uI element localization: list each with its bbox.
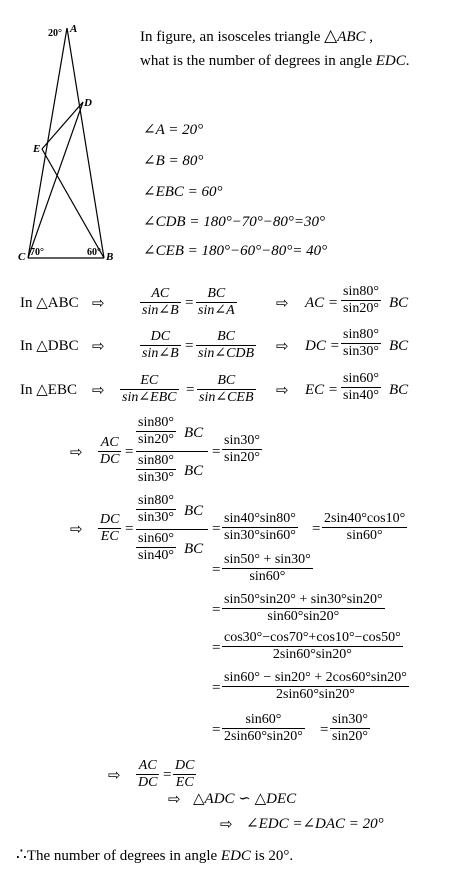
fraction — [341, 372, 381, 403]
equals-sign: = — [163, 767, 172, 783]
denominator: sin∠B — [142, 303, 179, 318]
conclusion-text-end: is 20°. — [250, 848, 294, 864]
fraction — [222, 713, 305, 744]
result-rhs: BC — [389, 295, 409, 311]
equals-sign: = — [125, 444, 134, 460]
implies-arrow: ⇨ — [108, 766, 121, 784]
triangle-name: ABC — [337, 29, 366, 45]
denominator: 2sin60°sin20° — [224, 729, 303, 744]
fraction — [222, 553, 313, 584]
numerator: sin60° − sin20° + 2cos60°sin20° — [224, 670, 407, 685]
denominator: 2sin60°sin20° — [272, 647, 352, 662]
equals-sign: = — [186, 382, 195, 398]
numerator: sin80° — [343, 284, 379, 299]
angle-name: EDC — [375, 53, 406, 69]
vertex-d-label: D — [84, 97, 92, 109]
implies-arrow: ⇨ — [168, 790, 181, 808]
problem-text-end: , — [365, 29, 374, 45]
denominator: sin∠EBC — [122, 390, 177, 405]
equals-sign: = — [185, 338, 194, 354]
vertex-e-label: E — [33, 143, 41, 155]
fraction — [98, 436, 121, 467]
denominator: sin60°sin20° — [267, 609, 340, 624]
implies-arrow: ⇨ — [70, 520, 83, 538]
equals-sign: = — [212, 444, 221, 460]
numerator: BC — [196, 330, 256, 346]
equals-sign: = — [212, 562, 221, 578]
implies-arrow: ⇨ — [276, 294, 289, 312]
denominator: DC — [138, 775, 158, 790]
fraction — [222, 671, 409, 702]
problem-text-end: . — [405, 53, 410, 69]
denominator: sin20° — [138, 432, 174, 447]
conclusion-text: The number of degrees in angle — [26, 848, 221, 864]
denominator: sin30° — [138, 470, 174, 485]
numerator: AC — [136, 759, 159, 775]
fraction — [341, 285, 381, 316]
numerator: EC — [120, 374, 179, 390]
given-angle-ceb: ∠CEB = 180°−60°−80°= 40° — [143, 243, 328, 259]
equals-sign: = — [212, 680, 221, 696]
result-rhs: BC — [389, 338, 409, 354]
similar-triangles: △ADC ∽ △DEC — [193, 791, 297, 807]
vertex-a-label: A — [70, 23, 78, 35]
denominator: sin30°sin60° — [224, 528, 296, 543]
denominator: sin30° — [343, 344, 379, 359]
numerator: sin50° + sin30° — [224, 552, 311, 567]
implies-arrow: ⇨ — [70, 443, 83, 461]
therefore-symbol: ∴ — [16, 845, 27, 864]
numerator: DC — [100, 512, 120, 527]
vertex-c-label: C — [18, 251, 26, 263]
angle-b-label: 60° — [87, 247, 101, 258]
fraction — [222, 512, 298, 543]
numerator: BC — [197, 374, 256, 390]
fraction — [136, 532, 176, 563]
problem-text: In figure, an isosceles triangle — [140, 29, 325, 45]
fraction — [330, 713, 370, 744]
denominator: EC — [100, 529, 119, 544]
fraction — [222, 434, 262, 465]
implies-arrow: ⇨ — [92, 381, 105, 399]
numerator: sin30° — [332, 712, 368, 727]
equals-sign: = — [312, 521, 321, 537]
row1-label: In △ABC — [20, 295, 79, 311]
denominator: sin40° — [343, 388, 379, 403]
implies-arrow: ⇨ — [92, 294, 105, 312]
angle-a-label: 20° — [48, 28, 62, 39]
main-fraction-bar — [136, 529, 208, 530]
numerator: DC — [140, 330, 181, 346]
bc-term: BC — [184, 463, 204, 479]
numerator: AC — [98, 436, 121, 452]
side-ab — [67, 28, 104, 258]
segment-cd — [28, 102, 83, 258]
conclusion — [16, 846, 293, 864]
fraction — [136, 454, 176, 485]
numerator: AC — [140, 287, 181, 303]
denominator: sin60° — [249, 569, 286, 584]
equals-sign: = — [212, 521, 221, 537]
problem-line-2 — [140, 54, 410, 69]
fraction — [120, 374, 179, 405]
vertex-b-label: B — [106, 251, 114, 263]
fraction — [341, 328, 381, 359]
row3-label: In △EBC — [20, 382, 77, 398]
result-lhs: EC = — [305, 382, 339, 398]
equals-sign: = — [185, 295, 194, 311]
denominator: sin30° — [138, 510, 174, 525]
result-rhs: BC — [389, 382, 409, 398]
denominator: sin20° — [343, 301, 379, 316]
fraction — [222, 631, 403, 662]
bc-term: BC — [184, 425, 204, 441]
denominator: sin20° — [332, 729, 368, 744]
angle-c-label: 70° — [30, 247, 44, 258]
equals-sign: = — [212, 602, 221, 618]
numerator: sin80° — [343, 327, 379, 342]
main-fraction-bar — [136, 451, 208, 452]
fraction — [196, 330, 256, 361]
fraction — [140, 330, 181, 361]
problem-text: what is the number of degrees in angle — [140, 53, 376, 69]
fraction — [136, 759, 159, 790]
fraction — [136, 494, 176, 525]
given-angle-a: ∠A = 20° — [143, 122, 204, 138]
denominator: DC — [100, 452, 120, 467]
fraction — [140, 287, 181, 318]
numerator: sin60° — [343, 371, 379, 386]
equals-sign: = — [320, 722, 329, 738]
given-angle-cdb: ∠CDB = 180°−70°−80°=30° — [143, 214, 326, 230]
numerator: sin60° — [138, 531, 174, 546]
angle-equality: ∠EDC =∠DAC = 20° — [246, 816, 384, 832]
triangle-symbol: △ — [324, 26, 338, 45]
numerator: sin80° — [138, 415, 174, 430]
numerator: sin80° — [138, 493, 174, 508]
denominator: sin20° — [224, 450, 260, 465]
denominator: sin∠CDB — [198, 346, 255, 361]
triangle-figure — [0, 0, 125, 265]
denominator: sin∠CEB — [199, 390, 254, 405]
implies-arrow: ⇨ — [276, 381, 289, 399]
result-lhs: AC = — [305, 295, 339, 311]
bc-term: BC — [184, 503, 204, 519]
fraction — [196, 287, 237, 318]
equals-sign: = — [125, 521, 134, 537]
denominator: sin∠A — [198, 303, 235, 318]
equals-sign: = — [212, 640, 221, 656]
denominator: sin40° — [138, 548, 174, 563]
numerator: sin80° — [138, 453, 174, 468]
fraction — [136, 416, 176, 447]
fraction — [98, 513, 121, 544]
numerator: BC — [196, 287, 237, 303]
numerator: sin50°sin20° + sin30°sin20° — [224, 592, 383, 607]
given-angle-ebc: ∠EBC = 60° — [143, 184, 223, 200]
denominator: sin60° — [346, 528, 383, 543]
numerator: sin40°sin80° — [224, 511, 296, 526]
problem-line-1 — [140, 27, 373, 45]
segment-ed — [42, 102, 83, 149]
fraction — [322, 512, 407, 543]
given-angle-b: ∠B = 80° — [143, 153, 204, 169]
equals-sign: = — [212, 722, 221, 738]
denominator: 2sin60°sin20° — [276, 687, 355, 702]
numerator: cos30°−cos70°+cos10°−cos50° — [224, 630, 401, 645]
angle-name: EDC — [220, 848, 251, 864]
implies-arrow: ⇨ — [276, 337, 289, 355]
denominator: sin∠B — [142, 346, 179, 361]
row2-label: In △DBC — [20, 338, 79, 354]
numerator: 2sin40°cos10° — [324, 511, 406, 526]
bc-term: BC — [184, 541, 204, 557]
fraction — [173, 759, 196, 790]
implies-arrow: ⇨ — [220, 815, 233, 833]
fraction — [197, 374, 256, 405]
implies-arrow: ⇨ — [92, 337, 105, 355]
numerator: DC — [175, 758, 195, 773]
result-lhs: DC = — [305, 338, 340, 354]
numerator: sin30° — [224, 433, 260, 448]
denominator: EC — [175, 775, 194, 790]
numerator: sin60° — [222, 713, 305, 729]
fraction — [222, 593, 385, 624]
